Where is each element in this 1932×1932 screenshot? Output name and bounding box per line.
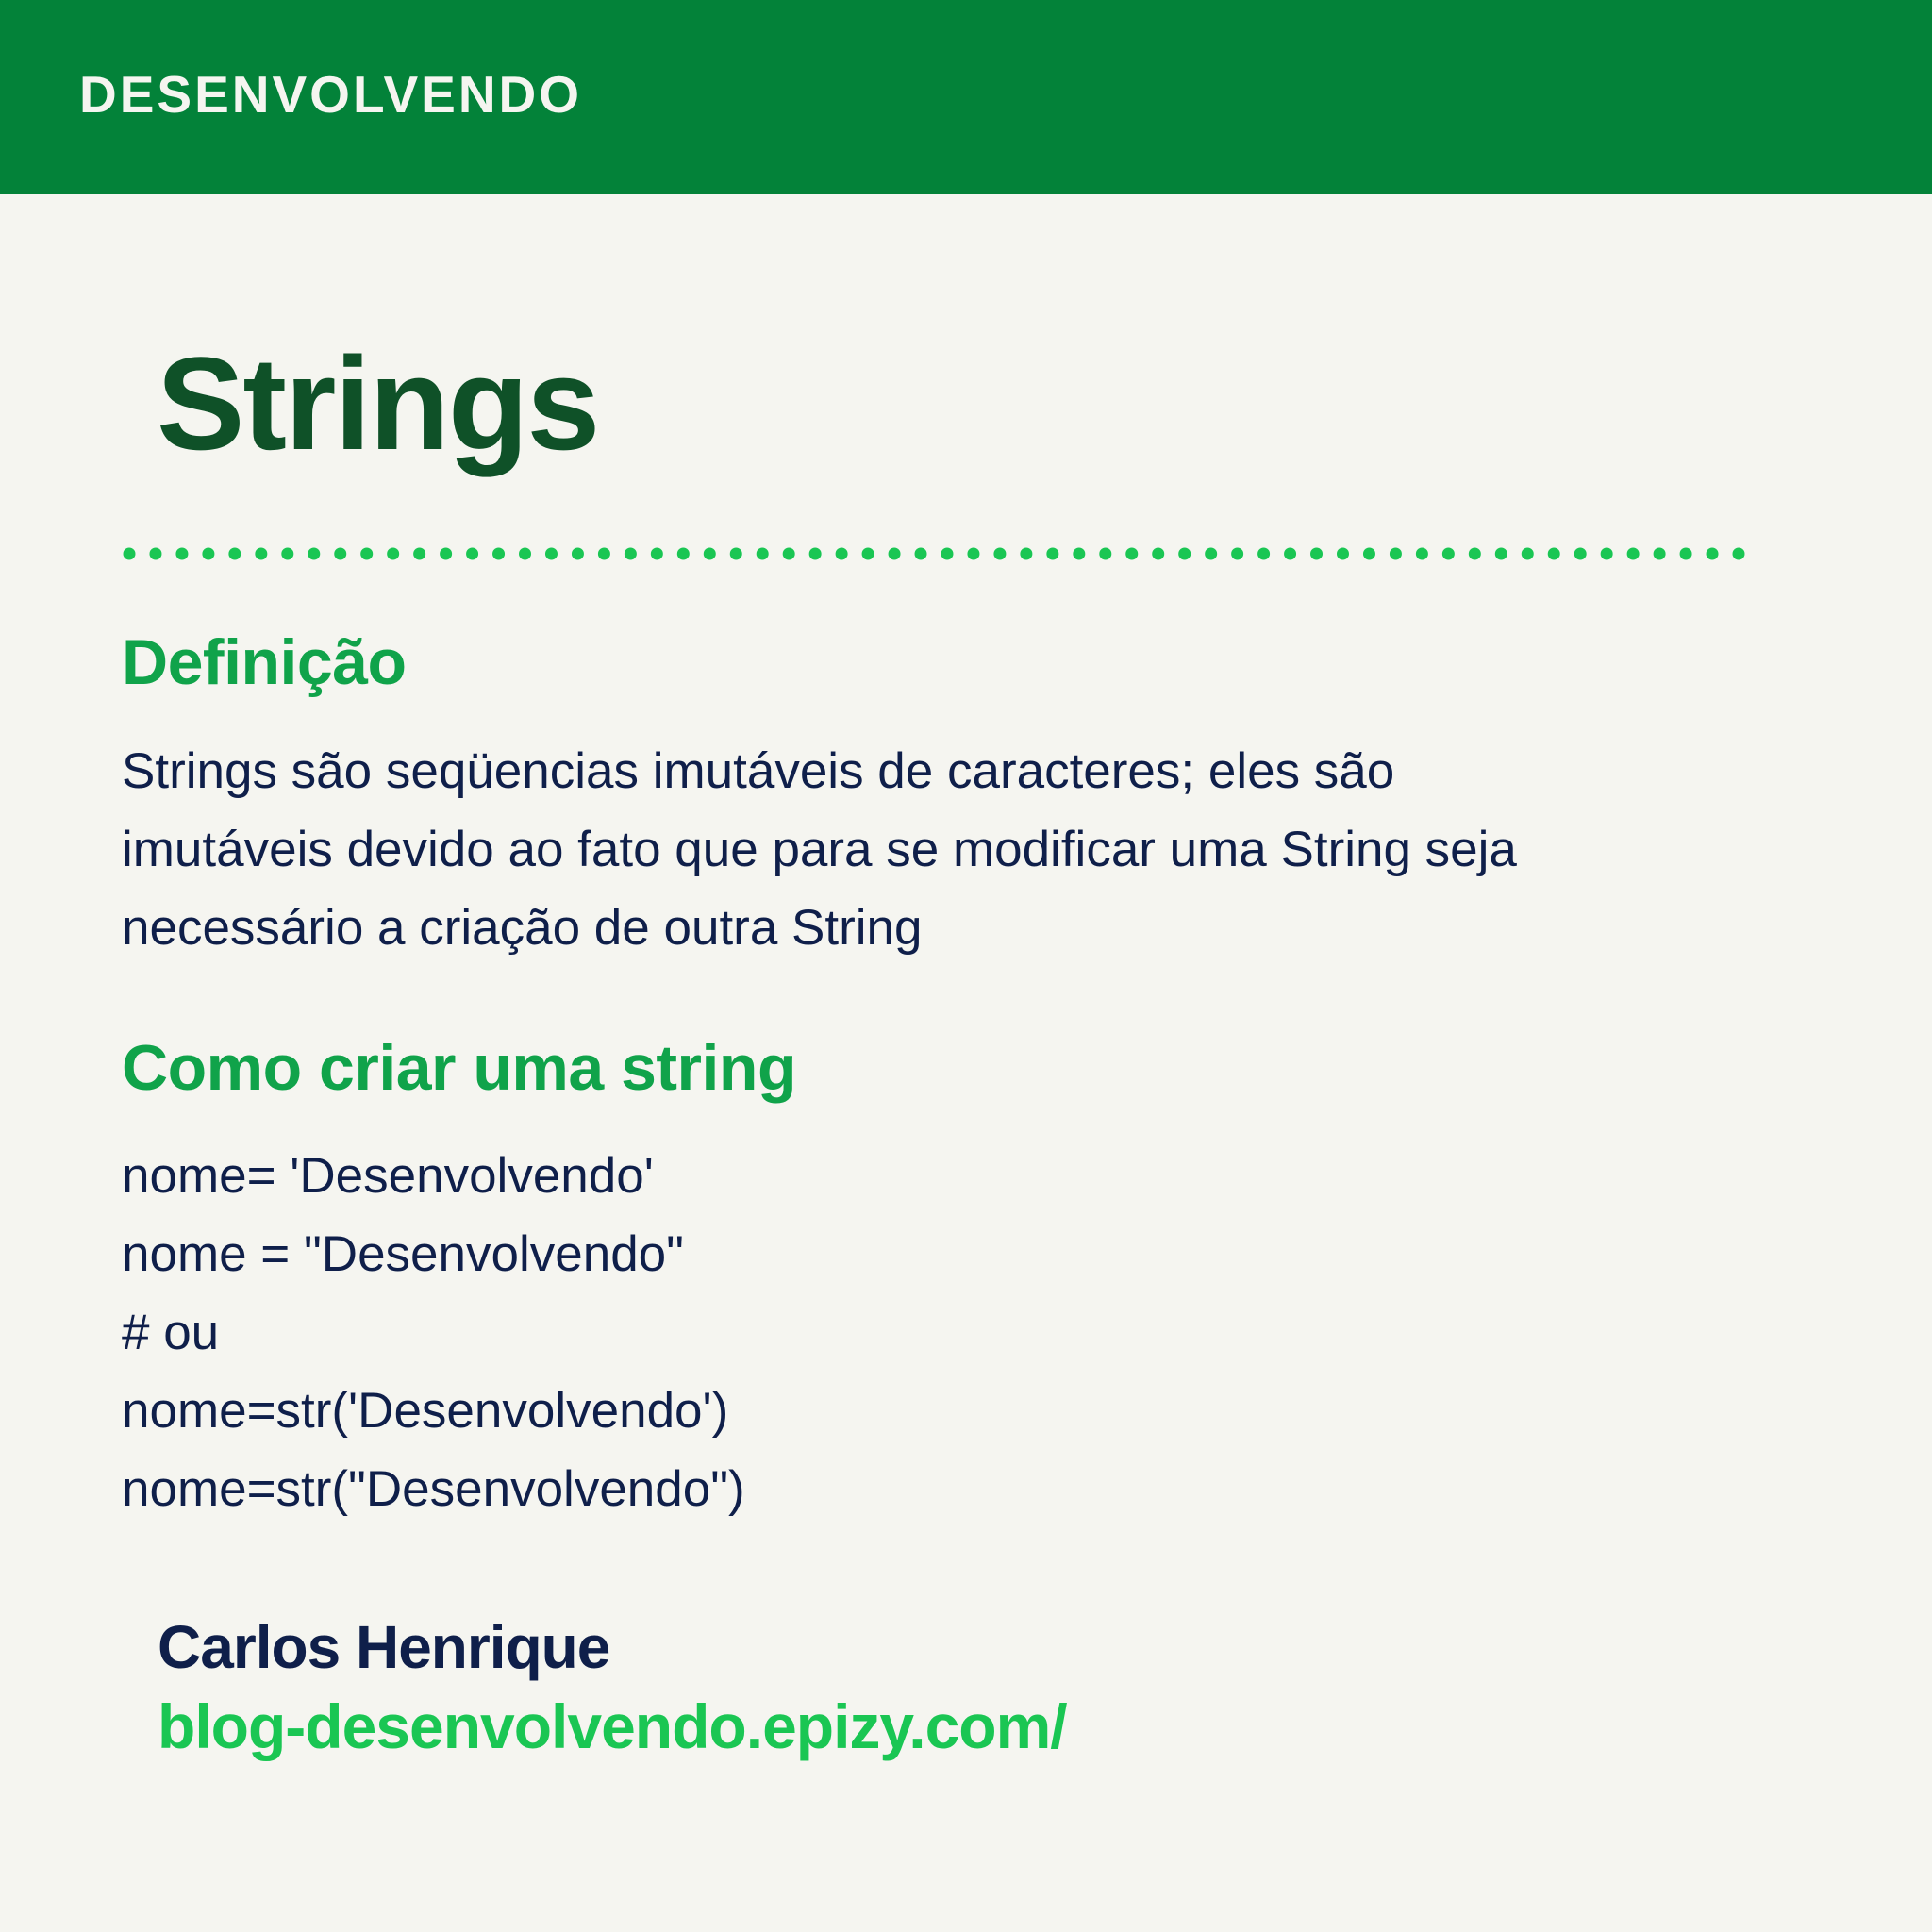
divider-dot [1020,548,1032,560]
divider-dot [1601,548,1613,560]
divider-dot [1073,548,1085,560]
divider-dot [360,548,373,560]
divider-dot [730,548,742,560]
divider-dot [440,548,452,560]
divider-dot [572,548,584,560]
divider-dot [281,548,293,560]
divider-dot [1522,548,1534,560]
divider-dot [1548,548,1560,560]
divider-dot [1099,548,1111,560]
brand-title: DESENVOLVENDO [79,65,583,124]
divider-dot [466,548,478,560]
divider-dot [1284,548,1296,560]
divider-dot [598,548,610,560]
divider-dot [1363,548,1375,560]
divider-dot [545,548,558,560]
divider-dot [1574,548,1587,560]
divider-dot [492,548,505,560]
definition-paragraph [122,732,1782,967]
divider-dot [1152,548,1164,560]
divider-dot [1733,548,1745,560]
definition-heading: Definição [122,626,407,698]
divider-dot [255,548,267,560]
page-title: Strings [157,329,599,477]
divider-dot [1257,548,1270,560]
divider-dot [677,548,690,560]
divider-dot [809,548,822,560]
divider-dot [202,548,214,560]
divider-dot [1707,548,1719,560]
divider-dot [149,548,161,560]
divider-dot [1627,548,1640,560]
divider-dot [967,548,979,560]
divider-dot [1390,548,1402,560]
divider-dot [334,548,346,560]
divider-dot [915,548,927,560]
divider-dot [704,548,716,560]
code-line: nome=str("Desenvolvendo") [122,1461,745,1517]
divider-dot [1046,548,1058,560]
divider-dot [625,548,637,560]
code-line: nome = "Desenvolvendo" [122,1226,684,1282]
divider-dot [308,548,320,560]
definition-line: imutáveis devido ao fato que para se modificar uma String seja [122,822,1517,877]
divider-dot [1680,548,1692,560]
definition-line: Strings são seqüencias imutáveis de caracteres; eles são [122,743,1395,799]
divider-dot [124,548,136,560]
divider-dot [519,548,531,560]
divider-dot [1469,548,1481,560]
divider-dot [836,548,848,560]
divider-dot [1178,548,1191,560]
code-line: nome= 'Desenvolvendo' [122,1148,654,1204]
code-line: # ou [122,1305,220,1360]
divider-dot [1337,548,1349,560]
divider-dot [941,548,953,560]
divider-dot [1205,548,1217,560]
divider-dot [1310,548,1323,560]
author-name: Carlos Henrique [158,1613,610,1681]
divider-dot [1442,548,1455,560]
divider-dot [1495,548,1507,560]
dotted-divider [123,546,1745,561]
divider-dot [651,548,663,560]
divider-dot [1125,548,1138,560]
divider-dot [862,548,874,560]
divider-dot [175,548,188,560]
divider-dot [228,548,241,560]
divider-dot [1654,548,1666,560]
code-block [122,1137,745,1528]
divider-dot [783,548,795,560]
divider-dot [993,548,1006,560]
divider-dot [1231,548,1243,560]
blog-url-link[interactable]: blog-desenvolvendo.epizy.com/ [158,1691,1067,1761]
divider-dot [1416,548,1428,560]
divider-dot [387,548,399,560]
code-line: nome=str('Desenvolvendo') [122,1383,729,1439]
divider-dot [413,548,425,560]
header-bar [0,0,1932,194]
divider-dot [889,548,901,560]
divider-dot [757,548,769,560]
create-heading: Como criar uma string [122,1032,796,1104]
definition-line: necessário a criação de outra String [122,900,923,956]
